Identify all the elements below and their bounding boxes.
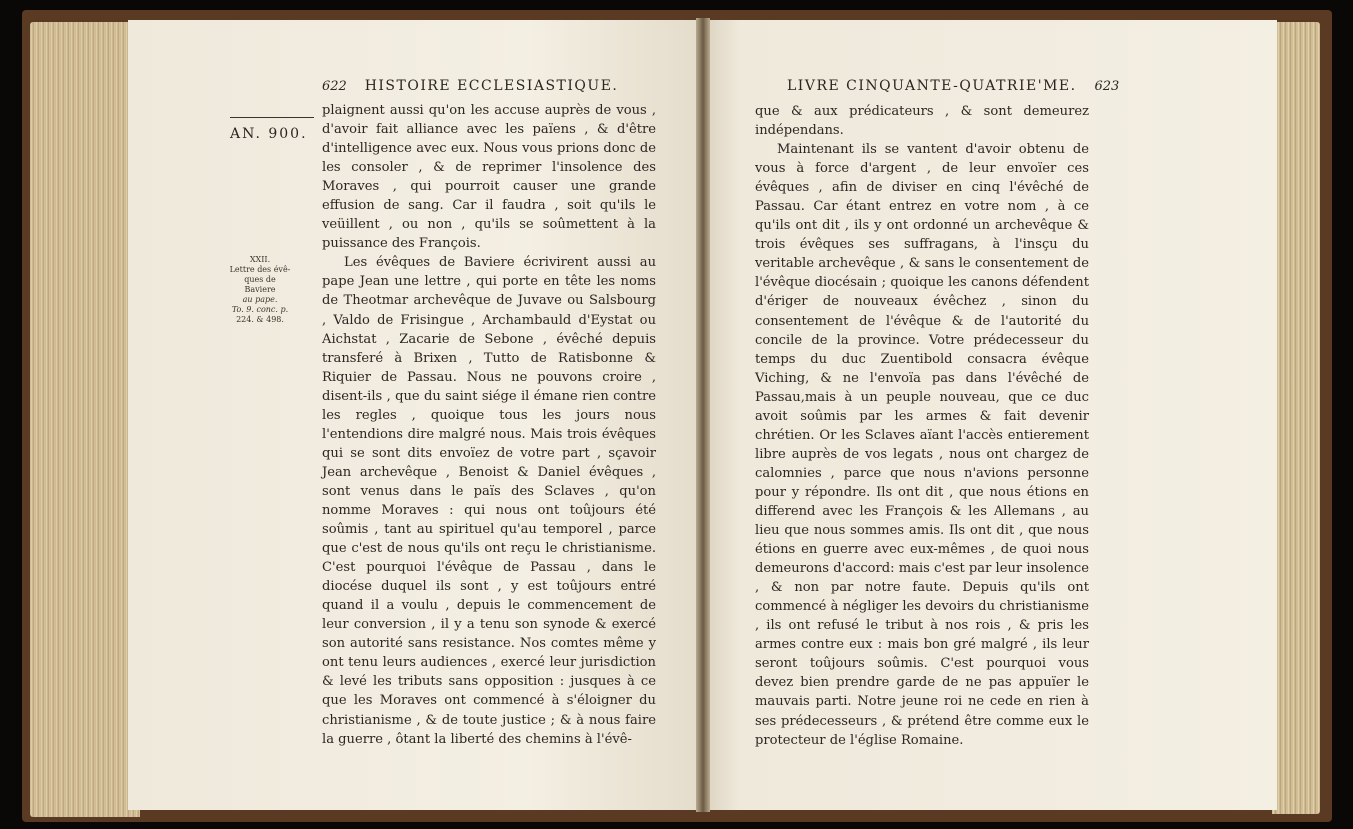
left-page-number: 622 <box>322 79 347 94</box>
year-marker: AN. 900. <box>230 126 308 142</box>
book-gutter <box>696 18 710 812</box>
paragraph: Maintenant ils se vantent d'avoir obtenu de vous à force d'argent , de leur envoïer ces évêques , afin de diviser en cinq l'évêché de Passau. Car étant entrez en votre nom , à ce qu'ils ont dit , ils y ont ordonné un archevêque & trois évêques ses suffragans, à l'insçu du veritable archevêque , & sans le consentement de l'évêque diocésain ; quoique les canons défendent d'ériger de nouveaux évêchez , sinon du consentement de l'évêque & de l'autorité du concile de la province. Votre prédecesseur du temps du duc Zuentibold consacra évêque Viching, & ne l'envoïa pas dans l'évêché de Passau,mais à un peuple nouveau, que ce duc avoit soûmis par les armes & fait devenir chrétien. Or les Sclaves aïant l'accès entierement libre auprès de vos legats , nous ont chargez de calomnies , parce que nous n'avions personne pour y répondre. Ils ont dit , que nous étions en differend avec les François & les Allemans , au lieu que nous sommes amis. Ils ont dit , que nous étions en guerre avec eux-mêmes , de quoi nous demeurons d'accord: mais c'est par leur insolence , & non par notre faute. Depuis qu'ils ont commencé à négliger les devoirs du christianisme , ils ont refusé le tribut à nos rois , & pris les armes contre eux : mais bon gré malgré , ils leur seront toûjours soûmis. C'est pourquoi vous devez bien prendre garde de ne pas appuïer le mauvais parti. Notre jeune roi ne cede en rien à ses prédecesseurs , & prétend être comme eux le protecteur de l'église Romaine. <box>755 142 1089 748</box>
margin-note-line: ques de Baviere <box>244 275 276 294</box>
page-edges-left <box>30 22 140 817</box>
left-body-text <box>322 101 656 749</box>
left-running-head <box>322 78 618 94</box>
year-rule <box>230 117 314 118</box>
margin-note-line: XXII. <box>249 255 271 264</box>
paragraph: que & aux prédicateurs , & sont demeurez indépendans. <box>755 104 1089 139</box>
margin-note-line: To. 9. conc. p. <box>231 305 289 314</box>
paragraph: plaignent aussi qu'on les accuse auprès de vous , d'avoir fait alliance avec les païens , & d'être d'intelligence avec eux. Nous vous prions donc de les consoler , & de reprimer l'insolence des Moraves , qui pourroit causer une grande effusion de sang. Car il faudra , soit qu'ils le veüillent , ou non , qu'ils se soûmettent à la puissance des François. <box>322 103 656 252</box>
margin-note-line: au pape. <box>242 295 278 304</box>
margin-note-line: 224. & 498. <box>236 315 284 324</box>
right-running-title: LIVRE CINQUANTE-QUATRIE'ME. <box>787 78 1077 94</box>
right-page-number: 623 <box>1094 79 1120 94</box>
left-running-title: HISTOIRE ECCLESIASTIQUE. <box>364 78 619 94</box>
right-body-text <box>755 102 1089 750</box>
margin-note <box>228 255 292 325</box>
margin-note-line: Lettre des évê- <box>229 265 291 274</box>
paragraph: Les évêques de Baviere écrivirent aussi au pape Jean une lettre , qui porte en tête les noms de Theotmar archevêque de Juvave ou Salsbourg , Valdo de Frisingue , Archambauld d'Eystat ou Aichstat , Zacarie de Sebone , évêché depuis transferé à Brixen , Tutto de Ratisbonne & Riquier de Passau. Nous ne pouvons croire , disent-ils , que du saint siége il émane rien contre les regles , quoique tous les jours nous l'entendions dire malgré nous. Mais trois évêques qui se sont dits envoïez de votre part , sçavoir Jean archevêque , Benoist & Daniel évêques , sont venus dans le païs des Sclaves , qu'on nomme Moraves : qui nous ont toûjours été soûmis , tant au spirituel qu'au temporel , parce que c'est de nous qu'ils ont reçu le christianisme. C'est pourquoi l'évêque de Passau , dans le diocése duquel ils sont , y est toûjours entré quand il a voulu , depuis le commencement de leur conversion , il y a tenu son synode & exercé son autorité sans resistance. Nos comtes même y ont tenu leurs audiences , exercé leur jurisdiction & levé les tributs sans opposition : jusques à ce que les Moraves ont commencé à s'éloigner du christianisme , & de toute justice ; & à nous faire la guerre , ôtant la liberté des chemins à l'évê- <box>322 255 656 747</box>
right-running-head <box>787 78 1119 94</box>
page-edges-right <box>1272 22 1320 814</box>
